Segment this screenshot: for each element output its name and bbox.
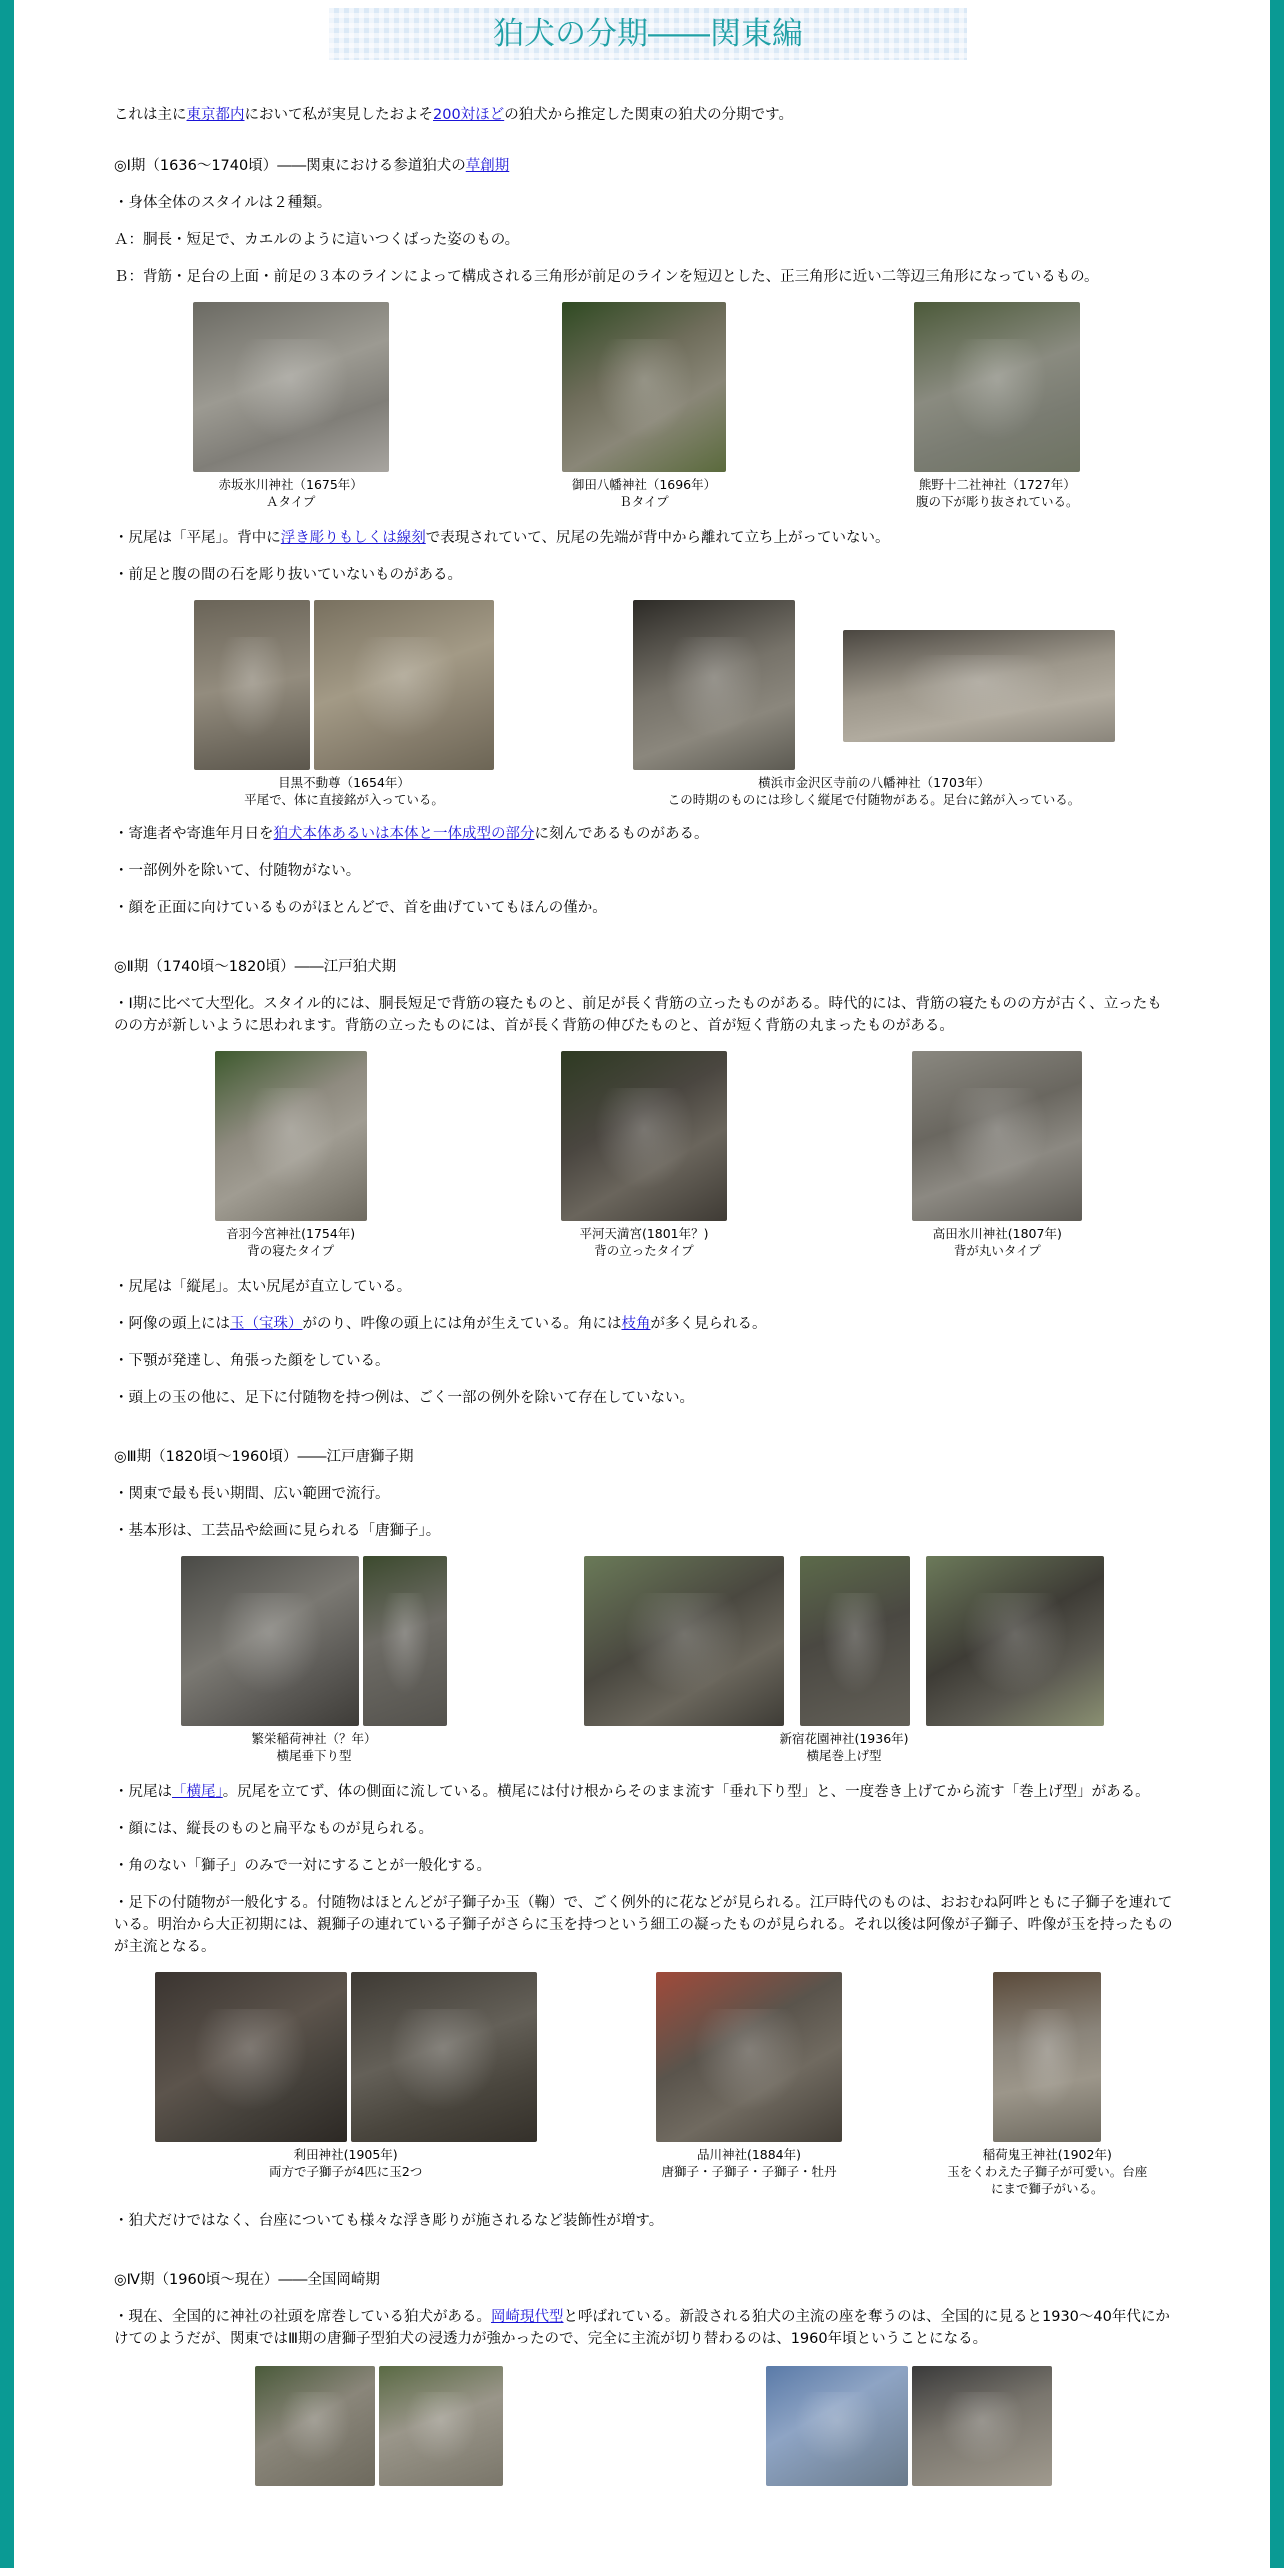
- p1-bullet-8: ・顔を正面に向けているものがほとんどで、首を曲げていてもほんの僅か。: [114, 900, 607, 916]
- photo-yokohama-2: [843, 630, 1115, 742]
- link-tokyo[interactable]: 東京都内: [186, 107, 245, 123]
- figure-kumano: [847, 302, 1147, 510]
- caption-line: 背の立ったタイプ: [594, 1243, 694, 1258]
- p3-figure-row-2: [114, 1972, 1174, 2202]
- photo-p4-left-1: [255, 2366, 375, 2486]
- caption-line: 利田神社(1905年): [293, 2147, 398, 2162]
- p1-bullet-6: [114, 823, 1174, 845]
- photo-akasaka-hikawa: [193, 302, 389, 472]
- bullet-text: が多く見られる。: [650, 1316, 767, 1332]
- content: [114, 96, 1174, 2486]
- caption-line: 熊野十二社神社（1727年）: [918, 477, 1076, 492]
- caption-line: 横尾巻上げ型: [806, 1748, 882, 1763]
- link-okazaki[interactable]: 岡崎現代型: [491, 2309, 564, 2325]
- link-200-pairs[interactable]: 200対ほど: [433, 107, 505, 123]
- caption-line: 新宿花園神社(1936年): [779, 1731, 909, 1746]
- bullet-text: で表現されていて、尻尾の先端が背中から離れて立ち上がっていない。: [425, 530, 890, 546]
- photo-meguro-1: [194, 600, 310, 770]
- intro-text: の狛犬から推定した関東の狛犬の分期です。: [504, 107, 794, 123]
- caption-line: 繁栄稲荷神社（？年）: [251, 1731, 377, 1746]
- page-title: 狛犬の分期――関東編: [493, 16, 803, 52]
- title-banner: [329, 8, 967, 60]
- caption-line: 赤坂氷川神社（1675年）: [218, 477, 363, 492]
- photo-hirakawa-tenmangu: [561, 1051, 727, 1221]
- figure-p4-right: [699, 2366, 1119, 2486]
- intro-text: において私が実見したおよそ: [244, 107, 433, 123]
- bullet-text: ・尻尾は: [114, 1784, 172, 1800]
- p2-bullet-2: ・尻尾は「縦尾」。太い尻尾が直立している。: [114, 1279, 412, 1295]
- p3-bullet-6: ・足下の付随物が一般化する。付随物はほとんどが子獅子か玉（鞠）で、ごく例外的に花などが見られる。江戸時代のものは、おおむね阿吽ともに子獅子を連れている。明治から大正初期には、親獅子の連れている子獅子がさらに玉を持つという細工の凝ったものが見られる。それ以後は阿像が子獅子、吽像が玉を持ったものが主流となる。: [114, 1895, 1173, 1955]
- period-1-heading: [114, 155, 1174, 177]
- caption-line: 唐獅子・子獅子・子獅子・牡丹: [661, 2164, 837, 2179]
- p3-bullet-2: ・基本形は、工芸品や絵画に見られる「唐獅子」。: [114, 1523, 441, 1539]
- caption-line: 背が丸いタイプ: [953, 1243, 1041, 1258]
- p1-bullet-5: ・前足と腹の間の石を彫り抜いていないものがある。: [114, 567, 462, 583]
- caption-line: 目黒不動尊（1654年）: [278, 775, 410, 790]
- link-edazuno[interactable]: 枝角: [621, 1316, 651, 1332]
- bullet-text: がのり、吽像の頭上には角が生えている。角には: [302, 1316, 622, 1332]
- link-body-part[interactable]: 狛犬本体あるいは本体と一体成型の部分: [273, 826, 535, 842]
- figure-takada: [847, 1051, 1147, 1259]
- caption-line: 腹の下が彫り抜されている。: [916, 494, 1079, 509]
- p4-figure-row: [114, 2366, 1174, 2486]
- figure-hanazono: [534, 1556, 1154, 1764]
- link-relief[interactable]: 浮き彫りもしくは線刻: [280, 530, 426, 546]
- photo-p4-left-2: [379, 2366, 503, 2486]
- p3-bullet-4: ・顔には、縦長のものと扁平なものが見られる。: [114, 1821, 433, 1837]
- p1-figure-row-2: [114, 600, 1174, 810]
- bullet-text: ・阿像の頭上には: [114, 1316, 230, 1332]
- bullet-text: と呼ばれている。新設される狛犬の主流の座を奪うのは、全国的に見ると1930～40年代にかけてのようだが、関東ではⅢ期の唐獅子型狛犬の浸透力が強かったので、完全に主流が切り替わるのは、1960年頃ということになる。: [114, 2309, 1170, 2347]
- intro-paragraph: [114, 104, 1174, 126]
- figure-inari-kio: [942, 1972, 1152, 2197]
- p3-bullet-1: ・関東で最も長い期間、広い範囲で流行。: [114, 1486, 390, 1502]
- p1-bullet-1: ・身体全体のスタイルは２種類。: [114, 195, 332, 211]
- link-yokoo[interactable]: 「横尾」: [172, 1784, 223, 1800]
- caption-line: 平尾で、体に直接銘が入っている。: [244, 792, 444, 807]
- figure-shinagawa: [599, 1972, 899, 2180]
- caption-line: 品川神社(1884年): [696, 2147, 802, 2162]
- caption-line: 平河天満宮(1801年？): [579, 1226, 709, 1241]
- period-2-heading: ◎Ⅱ期（1740頃～1820頃）――江戸狛犬期: [114, 959, 397, 975]
- p2-bullet-4: ・下顎が発達し、角張った顔をしている。: [114, 1353, 390, 1369]
- figure-meguro: [134, 600, 554, 808]
- p2-bullet-3: [114, 1313, 1174, 1335]
- photo-shinagawa: [656, 1972, 842, 2142]
- photo-mita-hachiman: [562, 302, 726, 472]
- caption-line: 稲荷鬼王神社(1902年): [982, 2147, 1112, 2162]
- p1-bullet-3: Ｂ：背筋・足台の上面・前足の３本のラインによって構成される三角形が前足のラインを短辺とした、正三角形に近い二等辺三角形になっているもの。: [114, 269, 1099, 285]
- bullet-text: ・寄進者や寄進年月日を: [114, 826, 274, 842]
- caption-line: 御田八幡神社（1696年）: [571, 477, 717, 492]
- p3-bullet-7: ・狛犬だけではなく、台座についても様々な浮き彫りが施されるなど装飾性が増す。: [114, 2213, 664, 2229]
- period-3-heading: ◎Ⅲ期（1820頃～1960頃）――江戸唐獅子期: [114, 1449, 414, 1465]
- caption-line: Ｂタイプ: [619, 494, 669, 509]
- caption-line: この時期のものには珍しく縦尾で付随物がある。足台に銘が入っている。: [667, 792, 1081, 807]
- intro-text: これは主に: [114, 107, 187, 123]
- photo-yokohama-1: [633, 600, 795, 770]
- figure-otowa: [141, 1051, 441, 1259]
- figure-akasaka: [141, 302, 441, 510]
- caption-line: 音羽今宮神社(1754年): [226, 1226, 356, 1241]
- p3-figure-row: [114, 1556, 1174, 1768]
- heading-text: ◎Ⅰ期（1636～1740頃）――関東における参道狛犬の: [114, 158, 466, 174]
- p1-bullet-2: Ａ：胴長・短足で、カエルのように這いつくばった姿のもの。: [114, 232, 520, 248]
- photo-meguro-2: [314, 600, 494, 770]
- p1-bullet-7: ・一部例外を除いて、付随物がない。: [114, 863, 361, 879]
- p4-bullet-1: [114, 2306, 1174, 2350]
- figure-p4-left: [169, 2366, 589, 2486]
- photo-hanazono-3: [926, 1556, 1104, 1726]
- p1-figure-row: [114, 302, 1174, 514]
- figure-yokohama: [594, 600, 1154, 808]
- link-soso[interactable]: 草創期: [465, 158, 510, 174]
- period-4-heading: ◎Ⅳ期（1960頃～現在）――全国岡崎期: [114, 2272, 380, 2288]
- bullet-text: に刻んであるものがある。: [534, 826, 709, 842]
- caption-line: 横尾垂下り型: [276, 1748, 352, 1763]
- figure-hanei: [134, 1556, 494, 1764]
- figure-mita: [494, 302, 794, 510]
- p2-figure-row: [114, 1051, 1174, 1263]
- figure-hirakawa: [494, 1051, 794, 1259]
- figure-kagata: [136, 1972, 556, 2180]
- p2-bullet-1: ・Ⅰ期に比べて大型化。スタイル的には、胴長短足で背筋の寝たものと、前足が長く背筋の立ったものがある。時代的には、背筋の寝たものの方が古く、立ったものの方が新しいように思われます。背筋の立ったものには、首が長く背筋の伸びたものと、首が短く背筋の丸まったものがある。: [114, 996, 1162, 1034]
- photo-kagata-2: [351, 1972, 537, 2142]
- photo-hanei-2: [363, 1556, 447, 1726]
- caption-line: 横浜市金沢区寺前の八幡神社（1703年）: [758, 775, 990, 790]
- p2-bullet-5: ・頭上の玉の他に、足下に付随物を持つ例は、ごく一部の例外を除いて存在していない。: [114, 1390, 694, 1406]
- link-hoju[interactable]: 玉（宝珠）: [230, 1316, 303, 1332]
- photo-p4-right-2: [912, 2366, 1052, 2486]
- photo-kagata-1: [155, 1972, 347, 2142]
- p1-bullet-4: [114, 527, 1174, 549]
- p3-bullet-3: [114, 1781, 1174, 1803]
- bullet-text: ・尻尾は「平尾」。背中に: [114, 530, 281, 546]
- caption-line: 両方で子獅子が4匹に玉2つ: [268, 2164, 423, 2179]
- photo-hanei-1: [181, 1556, 359, 1726]
- page: [14, 0, 1270, 2568]
- p3-bullet-5: ・角のない「獅子」のみで一対にすることが一般化する。: [114, 1858, 491, 1874]
- caption-line: 高田氷川神社(1807年): [932, 1226, 1062, 1241]
- caption-line: 背の寝たタイプ: [247, 1243, 335, 1258]
- photo-hanazono-2: [800, 1556, 910, 1726]
- photo-takada-hikawa: [912, 1051, 1082, 1221]
- bullet-text: ・現在、全国的に神社の社頭を席巻している狛犬がある。: [114, 2309, 491, 2325]
- photo-inari-kio: [993, 1972, 1101, 2142]
- photo-kumano-junisha: [914, 302, 1080, 472]
- caption-line: 玉をくわえた子獅子が可愛い。台座にまで獅子がいる。: [947, 2164, 1148, 2196]
- bullet-text: 。尻尾を立てず、体の側面に流している。横尾には付け根からそのまま流す「垂れ下り型」と、一度巻き上げてから流す「巻上げ型」がある。: [222, 1784, 1150, 1800]
- photo-hanazono-1: [584, 1556, 784, 1726]
- caption-line: Ａタイプ: [265, 494, 316, 509]
- photo-otowa-imamiya: [215, 1051, 367, 1221]
- photo-p4-right-1: [766, 2366, 908, 2486]
